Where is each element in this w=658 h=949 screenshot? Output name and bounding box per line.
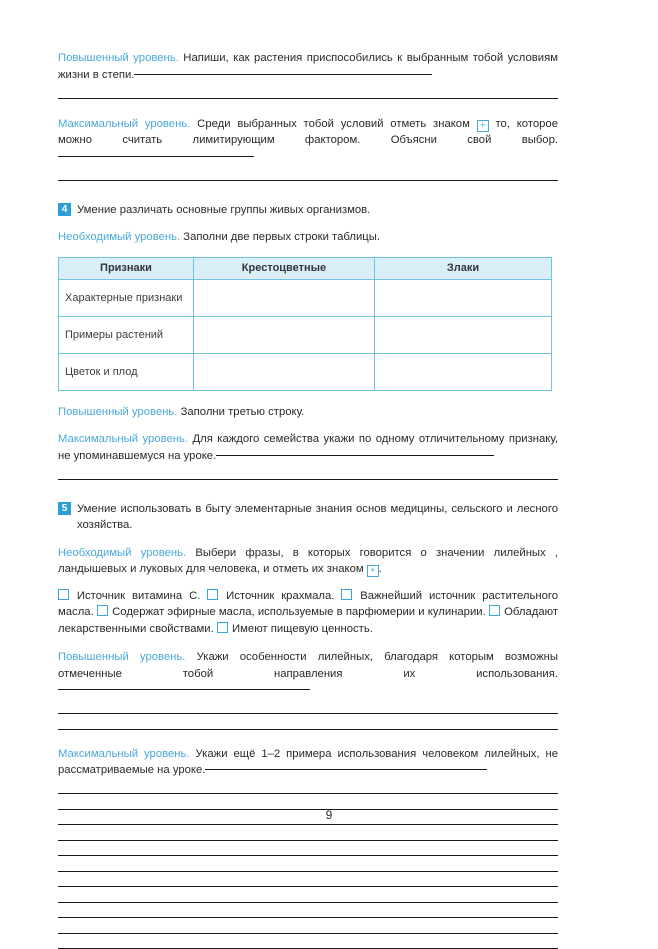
- task-4-raised-paragraph: [58, 404, 558, 421]
- table-row: [59, 279, 552, 316]
- answer-line[interactable]: [58, 793, 558, 794]
- answer-line[interactable]: [58, 180, 558, 181]
- top-raised-paragraph: [58, 50, 558, 83]
- answer-line[interactable]: [58, 98, 558, 99]
- option-label: Источник витамина С.: [77, 590, 201, 602]
- table-header-cell: Признаки: [59, 257, 194, 279]
- task-5-required-text: Выбери фразы, в которых говорится о значении лилейных , ландышевых и луковых для человека, и отметь их знаком: [58, 547, 558, 576]
- top-max-text-before: Среди выбранных тобой условий отметь знаком: [197, 118, 470, 130]
- option-label: Имеют пищевую ценность.: [232, 623, 373, 635]
- task-4: [58, 202, 558, 480]
- option-label: Содержат эфирные масла, используемые в парфюмерии и кулинарии.: [112, 606, 486, 618]
- task-5-required-paragraph: [58, 545, 558, 578]
- answer-line[interactable]: [58, 729, 558, 730]
- table-header-cell: Крестоцветные: [194, 257, 375, 279]
- table-cell-input[interactable]: [194, 279, 375, 316]
- task-4-raised-text: Заполни третью строку.: [181, 406, 305, 418]
- plus-box-icon: +: [367, 565, 379, 577]
- table-cell-input[interactable]: [375, 353, 552, 390]
- task-5-raised-answer-lines: [58, 713, 558, 730]
- level-label-max: Максимальный уровень.: [58, 433, 188, 445]
- page-number: 9: [0, 808, 658, 822]
- task-4-required-text: Заполни две первых строки таблицы.: [183, 231, 380, 243]
- task-5-raised-text: Укажи особенности лилейных, благодаря которым возможны отмеченные тобой направления их использования.: [58, 651, 558, 680]
- plant-families-table: [58, 257, 552, 391]
- option-label: Источник крахмала.: [226, 590, 334, 602]
- table-row: [59, 353, 552, 390]
- task-number-badge-5: 5: [58, 502, 71, 515]
- checkbox-option-3[interactable]: [341, 589, 352, 600]
- level-label-max: Максимальный уровень.: [58, 118, 190, 130]
- table-cell-label: Характерные признаки: [59, 279, 194, 316]
- section-top-max: [58, 116, 558, 181]
- table-cell-input[interactable]: [194, 316, 375, 353]
- task-5-max-text: Укажи ещё 1–2 примера использования человеком лилейных, не рассматриваемые на уроке.: [58, 748, 558, 777]
- option-label: Важнейший источник растительного масла.: [58, 590, 558, 619]
- table-row: [59, 316, 552, 353]
- section-top-raised: [58, 50, 558, 99]
- answer-rule-inline[interactable]: [216, 455, 494, 456]
- plus-box-icon: +: [477, 120, 489, 132]
- answer-line[interactable]: [58, 917, 558, 918]
- task-4-answer-lines: [58, 479, 558, 480]
- answer-line[interactable]: [58, 871, 558, 872]
- checkbox-option-5[interactable]: [489, 605, 500, 616]
- checkbox-option-2[interactable]: [207, 589, 218, 600]
- task-4-max-text: Для каждого семейства укажи по одному отличительному признаку, не упоминавшемуся на уроке.: [58, 433, 558, 462]
- table-header-cell: Злаки: [375, 257, 552, 279]
- answer-line[interactable]: [58, 713, 558, 714]
- task-5-raised-paragraph: [58, 649, 558, 699]
- task-5-required-text-after: .: [379, 563, 382, 575]
- task-5-title: Умение использовать в быту элементарные знания основ медицины, сельского и лесного хозяйства.: [77, 501, 558, 534]
- task-5-options-list: [58, 588, 558, 638]
- level-label-raised: Повышенный уровень.: [58, 651, 185, 663]
- table-cell-input[interactable]: [375, 279, 552, 316]
- answer-line[interactable]: [58, 855, 558, 856]
- answer-line[interactable]: [58, 479, 558, 480]
- level-label-raised: Повышенный уровень.: [58, 52, 179, 64]
- answer-line[interactable]: [58, 886, 558, 887]
- top-raised-answer-lines: [58, 98, 558, 99]
- answer-rule-inline[interactable]: [58, 689, 310, 690]
- top-raised-text: Напиши, как растения приспособились к выбранным тобой условиям жизни в степи.: [58, 52, 558, 81]
- table-cell-label: Цветок и плод: [59, 353, 194, 390]
- task-4-max-paragraph: [58, 431, 558, 464]
- answer-line[interactable]: [58, 840, 558, 841]
- level-label-required: Необходимый уровень.: [58, 547, 186, 559]
- top-max-paragraph: [58, 116, 558, 166]
- checkbox-option-6[interactable]: [217, 622, 228, 633]
- task-5-header: [58, 501, 558, 534]
- answer-line[interactable]: [58, 933, 558, 934]
- level-label-max: Максимальный уровень.: [58, 748, 190, 760]
- task-4-title: Умение различать основные группы живых организмов.: [77, 202, 370, 219]
- top-max-answer-lines: [58, 180, 558, 181]
- table-cell-input[interactable]: [375, 316, 552, 353]
- table-cell-label: Примеры растений: [59, 316, 194, 353]
- table-cell-input[interactable]: [194, 353, 375, 390]
- option-label: Обладают лекарственными свойствами.: [58, 606, 558, 635]
- level-label-raised: Повышенный уровень.: [58, 406, 177, 418]
- level-label-required: Необходимый уровень.: [58, 231, 180, 243]
- checkbox-option-4[interactable]: [97, 605, 108, 616]
- answer-rule-inline[interactable]: [134, 74, 432, 75]
- task-5: [58, 501, 558, 949]
- task-5-max-paragraph: [58, 746, 558, 779]
- answer-rule-inline[interactable]: [205, 769, 487, 770]
- task-number-badge-4: 4: [58, 203, 71, 216]
- task-4-header: [58, 202, 558, 219]
- answer-line[interactable]: [58, 902, 558, 903]
- table-header-row: [59, 257, 552, 279]
- answer-rule-inline[interactable]: [58, 156, 254, 157]
- answer-line[interactable]: [58, 824, 558, 825]
- top-max-text-after: то, которое можно считать лимитирующим фактором. Объясни свой выбор.: [58, 118, 558, 147]
- task-4-required-paragraph: [58, 229, 558, 246]
- checkbox-option-1[interactable]: [58, 589, 69, 600]
